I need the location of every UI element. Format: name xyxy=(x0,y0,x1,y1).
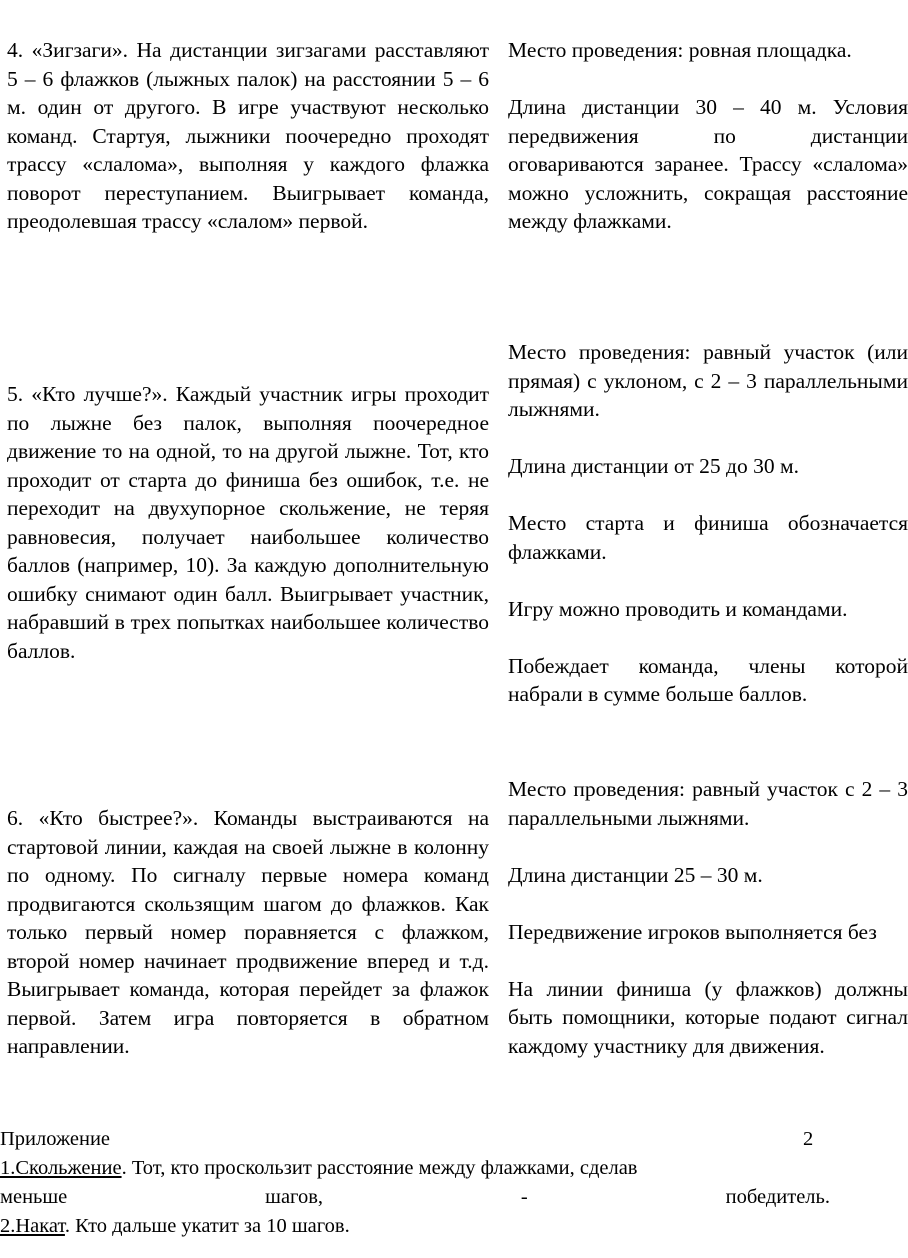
appendix-section xyxy=(0,1125,830,1241)
note-venue: Место проведения: равный участок с 2 – 3 параллельными лыжнями. xyxy=(508,777,908,830)
note-teams: Игру можно проводить и командами. xyxy=(508,596,848,621)
game-description-who-is-better: 5. «Кто лучше?». Каждый участник игры проходит по лыжне без палок, выполняя поочередное движение то на одной, то на другой лыжне. Тот, кто проходит от старта до финиша без ошибок, т.е. не переходит на двухупорное скольжение, не теряя равновесия, получает наибольшее количество баллов (например, 10). За каждую дополнительную ошибку снимают один балл. Выигрывает участник, набравший в трех попытках наибольшее количество баллов. xyxy=(7,382,489,663)
appendix-item-name: 2.Накат xyxy=(0,1215,65,1237)
game-description-who-is-faster: 6. «Кто быстрее?». Команды выстраиваются на стартовой линии, каждая на своей лыжне в колонну по одному. По сигналу первые номера команд продвигаются скользящим шагом до флажков. Как только первый номер поравняется с флажком, второй номер начинает продвижение вперед и т.д. Выигрывает команда, которая перейдет за флажок первой. Затем игра повторяется в обратном направлении. xyxy=(7,806,489,1058)
appendix-header xyxy=(0,1125,830,1154)
appendix-item-roll xyxy=(0,1212,830,1241)
appendix-title: Приложение xyxy=(0,1128,111,1150)
note-distance: Длина дистанции от 25 до 30 м. xyxy=(508,454,799,478)
appendix-item-text: . Тот, кто проскользит расстояние между флажками, сделав xyxy=(121,1157,638,1179)
note-start-finish: Место старта и финиша обозначается флажками. xyxy=(508,511,908,564)
note-venue: Место проведения: ровная площадка. xyxy=(508,38,852,62)
note-movement: Передвижение игроков выполняется без xyxy=(508,919,877,944)
game-notes-who-is-better xyxy=(508,338,908,709)
note-distance: Длина дистанции 25 – 30 м. xyxy=(508,862,763,887)
note-venue: Место проведения: равный участок (или прямая) с уклоном, с 2 – 3 параллельными лыжнями. xyxy=(508,340,908,421)
game-notes-zigzag xyxy=(508,36,908,236)
game-description-zigzag: 4. «Зигзаги». На дистанции зигзагами расставляют 5 – 6 флажков (лыжных палок) на расстоянии 5 – 6 м. один от другого. В игре участвуют несколько команд. Стартуя, лыжники поочередно проходят трассу «слалома», выполняя у каждого флажка поворот переступанием. Выигрывает команда, преодолевшая трассу «слалом» первой. xyxy=(7,38,489,233)
note-winner: Побеждает команда, члены которой набрали в сумме больше баллов. xyxy=(508,653,908,706)
appendix-item-text: . Кто дальше укатит за 10 шагов. xyxy=(64,1215,350,1237)
appendix-item-name: 1.Скольжение xyxy=(0,1157,122,1179)
note-distance: Длина дистанции 30 – 40 м. Условия передвижения по дистанции оговариваются заранее. Трассу «слалома» можно усложнить, сокращая расстояние между флажками. xyxy=(508,95,908,233)
game-notes-who-is-faster xyxy=(508,775,908,1060)
appendix-number: 2 xyxy=(803,1128,814,1150)
appendix-item-gliding-continued: меньше шагов, - победитель. xyxy=(0,1186,830,1208)
appendix-item-gliding xyxy=(0,1154,830,1183)
note-helpers: На линии финиша (у флажков) должны быть помощники, которые подают сигнал каждому участнику для движения. xyxy=(508,976,908,1058)
